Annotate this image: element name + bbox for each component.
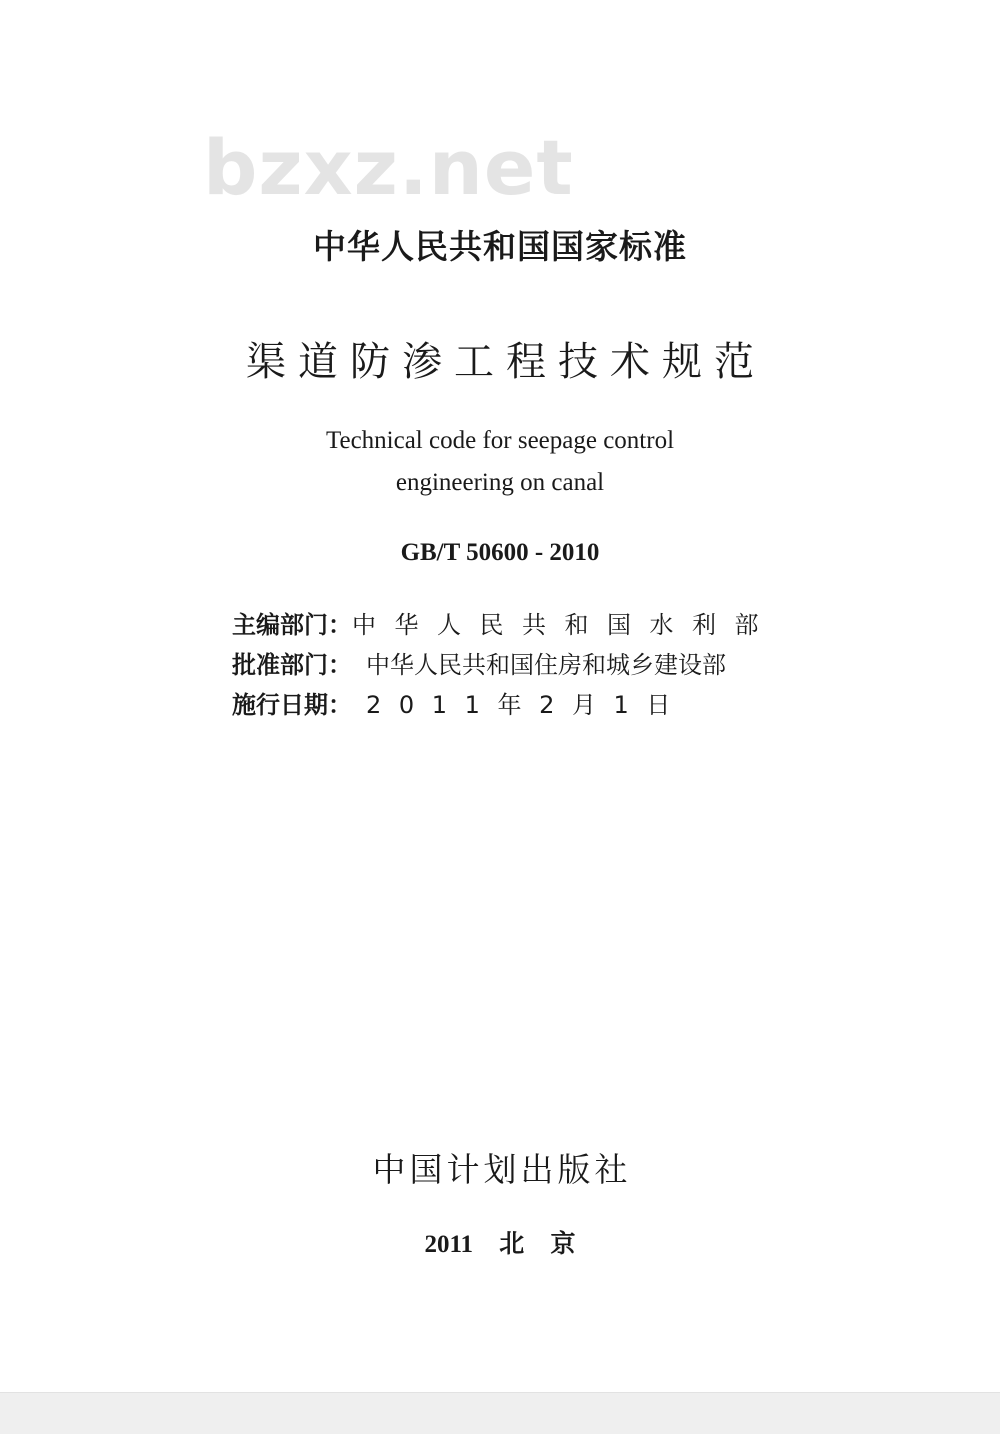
standard-code: GB/T 50600 - 2010: [400, 539, 600, 566]
info-row-effective-date: [232, 690, 772, 720]
chief-editor-value: 中华人民共和国水利部: [352, 611, 777, 639]
publication-year-city: 2011 北 京: [424, 1231, 576, 1258]
effective-date-label: 施行日期：: [232, 691, 352, 719]
title-chinese: 渠道防渗工程技术规范: [246, 339, 766, 385]
viewer-bottom-bar: [0, 1392, 1000, 1434]
watermark-text: bzxz.net: [203, 123, 574, 212]
info-row-chief-editor: [232, 610, 777, 640]
standard-type-heading: 中华人民共和国国家标准: [313, 227, 687, 266]
title-english-line-2: engineering on canal: [395, 469, 605, 496]
title-english-line-1: Technical code for seepage control: [325, 427, 675, 454]
effective-date-value: 2011年2月1日: [366, 691, 689, 719]
approval-value: 中华人民共和国住房和城乡建设部: [366, 651, 726, 679]
info-row-approval: [232, 650, 772, 680]
publisher-name: 中国计划出版社: [372, 1150, 632, 1189]
approval-label: 批准部门：: [232, 651, 352, 679]
chief-editor-label: 主编部门：: [232, 611, 352, 639]
